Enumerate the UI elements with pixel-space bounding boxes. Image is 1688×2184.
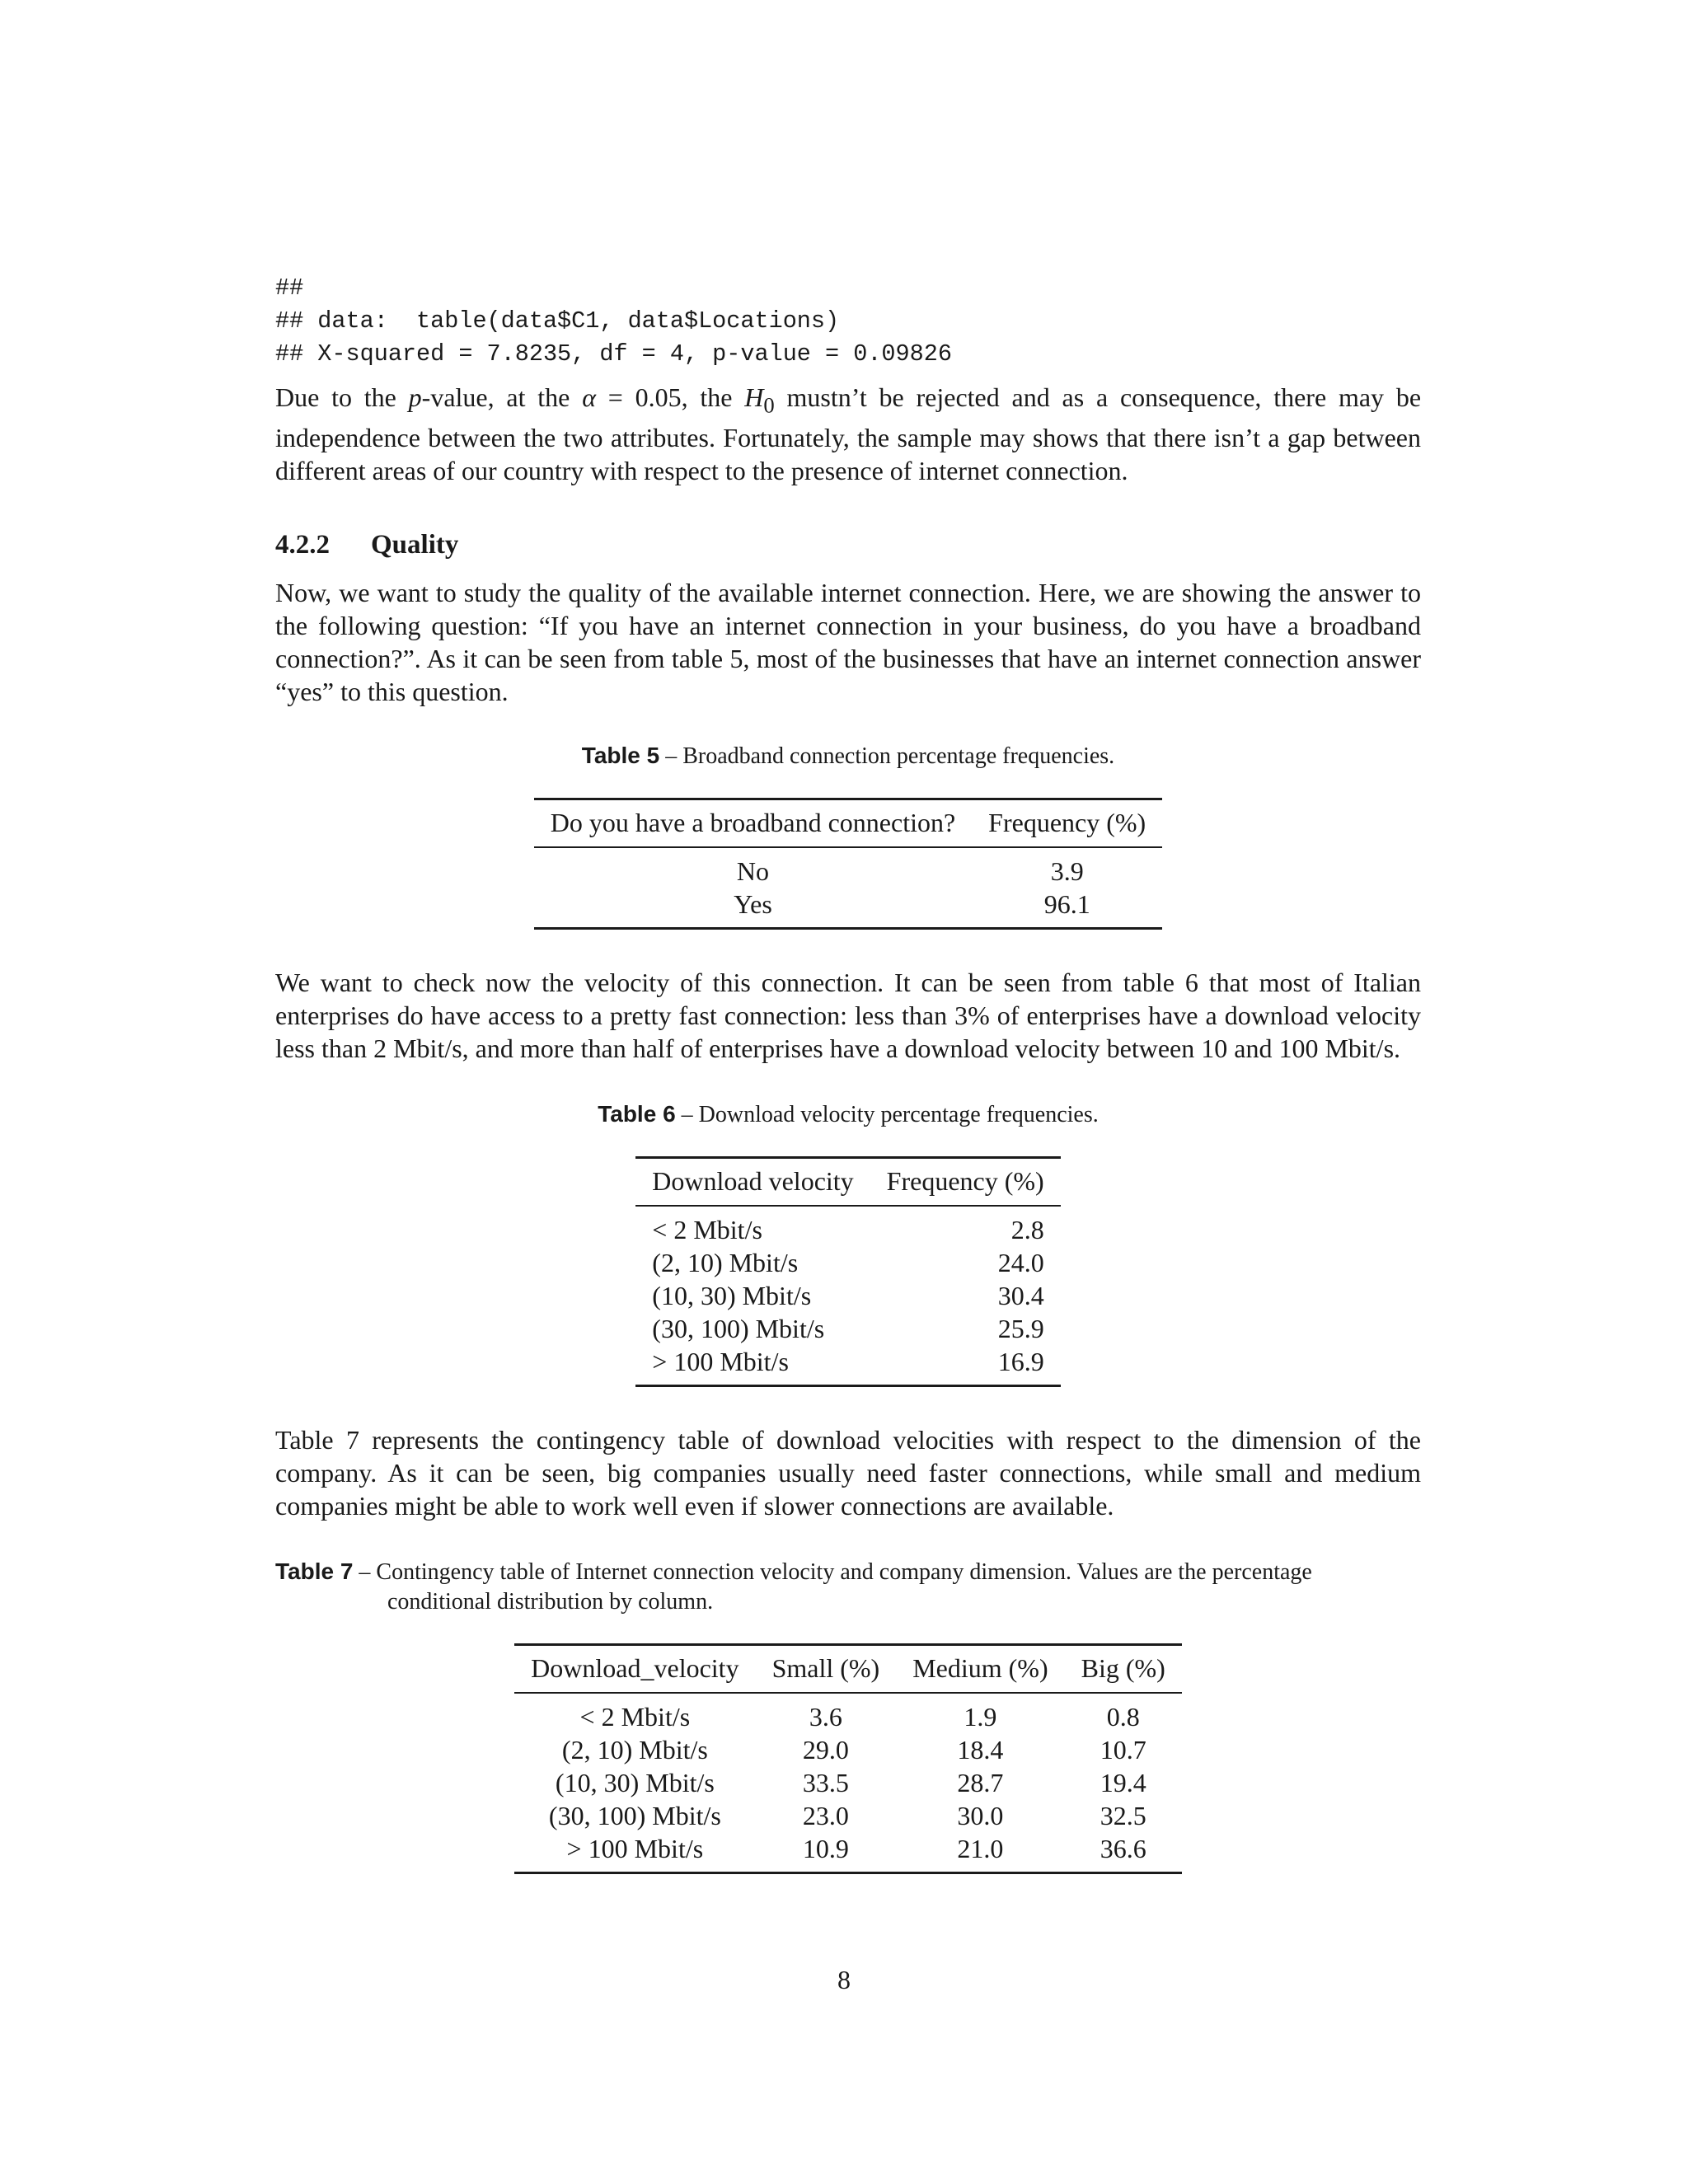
paragraph-chi-square-result: Due to the p-value, at the α = 0.05, the $H_0$ mustn’t be rejected and as a consequence, there may be independence between the two attributes. Fortunately, the sample may shows that there isn’t a gap between different areas of our country with respect to the presence of internet connection. bbox=[275, 382, 1422, 486]
table-header-row bbox=[514, 1645, 1182, 1694]
table-cell: 24.0 bbox=[997, 1248, 1044, 1278]
table-cell: (10, 30) Mbit/s bbox=[652, 1281, 812, 1311]
table-cell: 28.7 bbox=[957, 1768, 1004, 1798]
table-cell: > 100 Mbit/s bbox=[635, 1345, 870, 1386]
page-content bbox=[275, 272, 1421, 1874]
table-cell: < 2 Mbit/s bbox=[579, 1702, 691, 1732]
table-cell: 18.4 bbox=[957, 1735, 1004, 1765]
table-header-cell: Small (%) bbox=[756, 1645, 897, 1694]
table-cell: 21.0 bbox=[896, 1832, 1064, 1873]
table-row bbox=[514, 1733, 1182, 1766]
table-cell: (30, 100) Mbit/s bbox=[652, 1314, 825, 1344]
table-header-row bbox=[534, 799, 1162, 848]
r-output-line: ## data: table(data$C1, data$Locations) bbox=[275, 307, 840, 335]
table-cell: 33.5 bbox=[802, 1768, 849, 1798]
table-row bbox=[514, 1766, 1182, 1799]
table-row bbox=[534, 847, 1162, 888]
table-cell: (2, 10) Mbit/s bbox=[652, 1248, 799, 1278]
table-cell: (30, 100) Mbit/s bbox=[548, 1801, 721, 1831]
table-cell: 19.4 bbox=[1100, 1768, 1146, 1798]
table-cell: Yes bbox=[534, 888, 972, 929]
table-cell: 96.1 bbox=[972, 888, 1162, 929]
table-cell: 23.0 bbox=[802, 1801, 849, 1831]
table-cell: 10.9 bbox=[756, 1832, 897, 1873]
table-row bbox=[635, 1312, 1060, 1345]
table-cell: 30.4 bbox=[997, 1281, 1044, 1311]
table-cell: > 100 Mbit/s bbox=[514, 1832, 755, 1873]
table-cell: 29.0 bbox=[802, 1735, 849, 1765]
table-cell: 3.9 bbox=[1050, 856, 1084, 887]
section-title: Quality bbox=[371, 530, 459, 560]
table-cell: 3.6 bbox=[809, 1702, 842, 1732]
table-header-cell: Frequency (%) bbox=[870, 1158, 1061, 1207]
table-header-cell: Medium (%) bbox=[896, 1645, 1064, 1694]
table-cell: 10.7 bbox=[1100, 1735, 1146, 1765]
table7-caption: Table 7 – Contingency table of Internet connection velocity and company dimension. Values are the percentage conditional distribution by column. bbox=[275, 1558, 1312, 1615]
table-row bbox=[514, 1832, 1182, 1873]
table-row bbox=[635, 1345, 1060, 1386]
r-output-line: ## X-squared = 7.8235, df = 4, p-value = 0.09826 bbox=[275, 340, 952, 368]
table6 bbox=[635, 1156, 1060, 1387]
table-cell: (10, 30) Mbit/s bbox=[555, 1768, 715, 1798]
table5-label: Table 5 bbox=[581, 743, 660, 769]
paragraph-quality: Now, we want to study the quality of the available internet connection. Here, we are showing the answer to the following question: “If you have an internet connection in your business, do you have a broadband connection?”. As it can be seen from table 5, most of the businesses that have an internet connection answer “yes” to this question. bbox=[275, 578, 1421, 707]
table-cell: (2, 10) Mbit/s bbox=[561, 1735, 708, 1765]
table-cell: 25.9 bbox=[997, 1314, 1044, 1344]
table-cell: 30.0 bbox=[957, 1801, 1004, 1831]
section-heading bbox=[275, 528, 1421, 561]
table-cell: < 2 Mbit/s bbox=[652, 1215, 762, 1245]
table-row bbox=[635, 1279, 1060, 1312]
table-cell: 32.5 bbox=[1100, 1801, 1146, 1831]
table7-label: Table 7 bbox=[275, 1558, 354, 1585]
table-row bbox=[514, 1693, 1182, 1733]
table-header-cell: Frequency (%) bbox=[972, 799, 1162, 848]
table-cell: No bbox=[736, 856, 770, 887]
table-row bbox=[514, 1799, 1182, 1832]
table7 bbox=[514, 1643, 1182, 1874]
table-cell: 0.8 bbox=[1106, 1702, 1140, 1732]
table-cell: 1.9 bbox=[964, 1702, 997, 1732]
page-number: 8 bbox=[837, 1965, 851, 1994]
table-row bbox=[635, 1206, 1060, 1246]
table-cell: 16.9 bbox=[870, 1345, 1061, 1386]
table5 bbox=[534, 798, 1162, 930]
r-output-line: ## bbox=[275, 274, 304, 302]
paragraph-velocity: We want to check now the velocity of this connection. It can be seen from table 6 that most of Italian enterprises do have access to a pretty fast connection: less than 3% of enterprises have a download velocity less than 2 Mbit/s, and more than half of enterprises have a download velocity between 10 and 100 Mbit/s. bbox=[275, 968, 1421, 1064]
table-cell: 36.6 bbox=[1065, 1832, 1182, 1873]
r-output-block bbox=[275, 272, 1421, 371]
table-header-cell: Download_velocity bbox=[514, 1645, 755, 1694]
table-row bbox=[635, 1246, 1060, 1279]
table-row bbox=[534, 888, 1162, 929]
table6-caption: Table 6 – Download velocity percentage frequencies. bbox=[598, 1101, 1099, 1128]
table-cell: 2.8 bbox=[1010, 1215, 1044, 1245]
section-number: 4.2.2 bbox=[275, 530, 330, 560]
table6-label: Table 6 bbox=[598, 1101, 676, 1127]
table-header-row bbox=[635, 1158, 1060, 1207]
table-header-cell: Download velocity bbox=[635, 1158, 870, 1207]
table-header-cell: Do you have a broadband connection? bbox=[534, 799, 972, 848]
paragraph-contingency: Table 7 represents the contingency table of download velocities with respect to the dimension of the company. As it can be seen, big companies usually need faster connections, while small and medium companies might be able to work well even if slower connections are available. bbox=[275, 1425, 1421, 1521]
table-header-cell: Big (%) bbox=[1065, 1645, 1182, 1694]
table5-caption: Table 5 – Broadband connection percentage frequencies. bbox=[581, 743, 1115, 770]
